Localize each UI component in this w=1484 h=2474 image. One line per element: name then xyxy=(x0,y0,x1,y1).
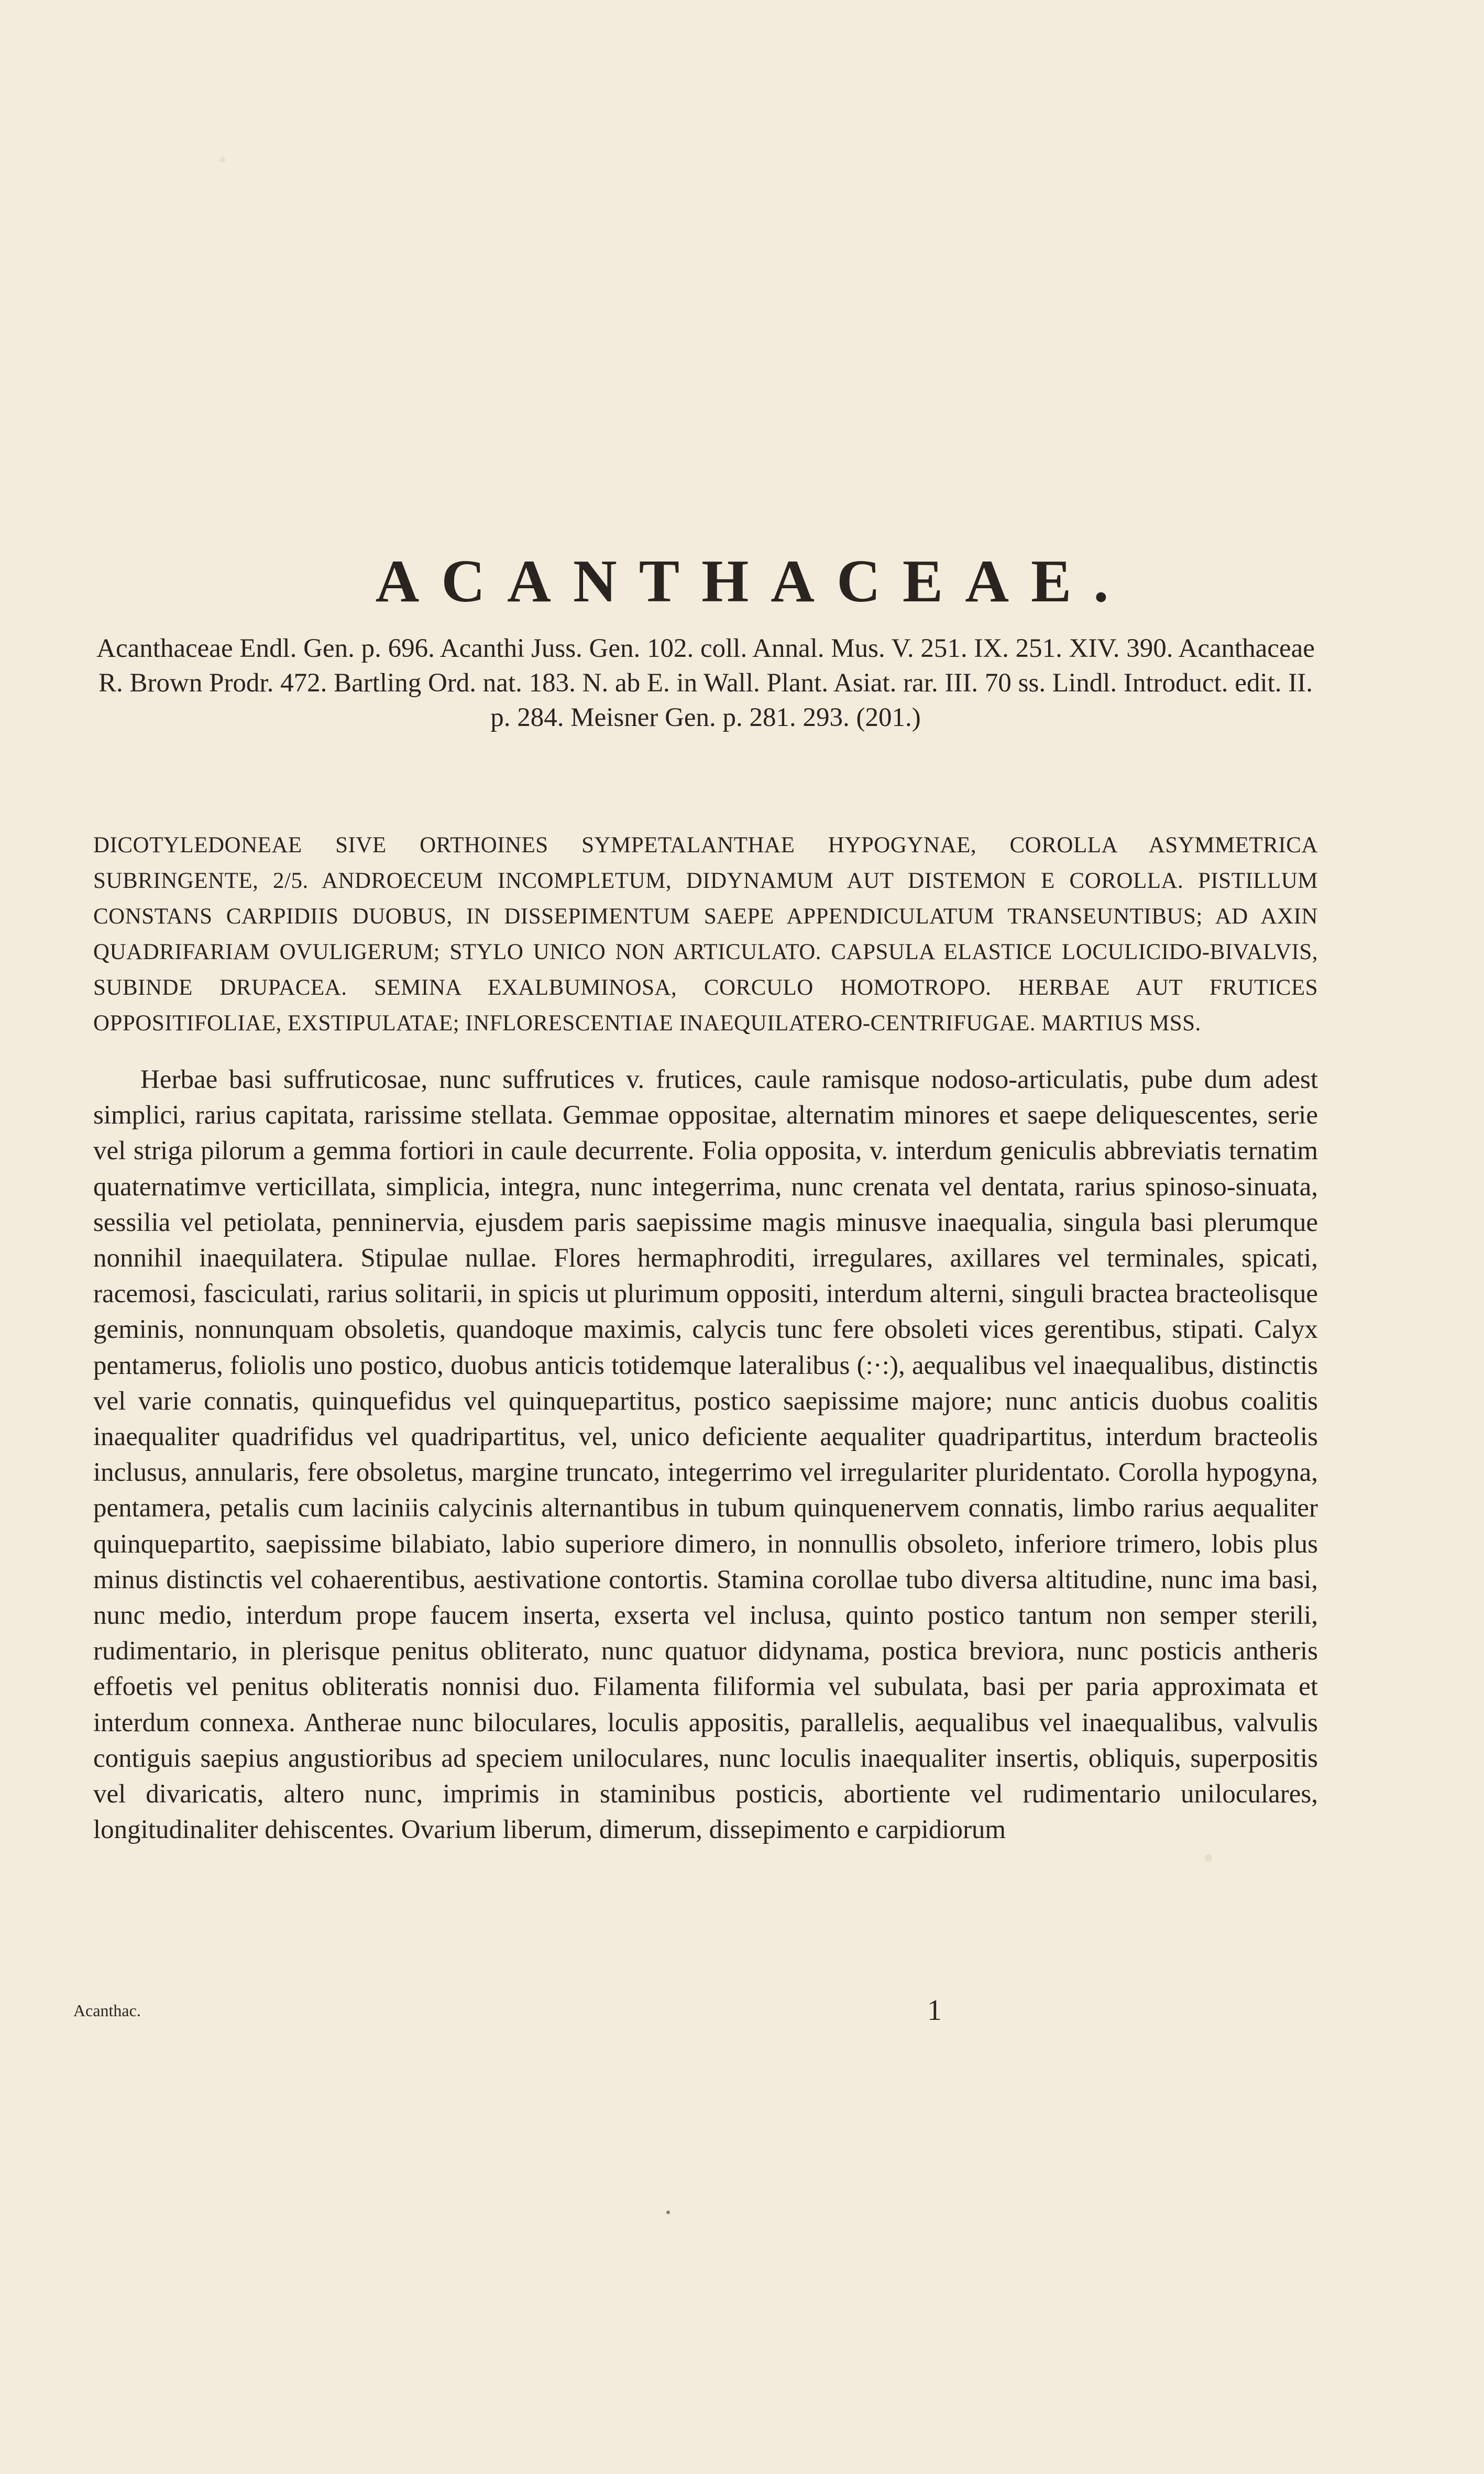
bibliography-references: Acanthaceae Endl. Gen. p. 696. Acanthi Juss. Gen. 102. coll. Annal. Mus. V. 251. IX. 251. XIV. 390. Acanthaceae R. Brown Prodr. 472. Bartling Ord. nat. 183. N. ab E. in Wall. Plant. Asiat. rar. III. 70 ss. Lindl. Introduct. edit. II. p. 284. Meisner Gen. p. 281. 293. (201.) xyxy=(96,634,1315,732)
paper-stain xyxy=(220,157,225,162)
page-title: ACANTHACEAE. xyxy=(375,548,1131,615)
family-description: Herbae basi suffruticosae, nunc suffrutices v. frutices, caule ramisque nodoso-articulatis, pube dum adest simplici, rarius capitata, rarissime stellata. Gemmae oppositae, alternatim minores et saepe deliquescentes, serie vel striga pilorum a gemma fortiori in caule decurrente. Folia opposita, v. interdum geniculis abbreviatis ternatim quaternatimve verticillata, simplicia, integra, nunc integerrima, nunc crenata vel dentata, rarius spinoso-sinuata, sessilia vel petiolata, penninervia, ejusdem paris saepissime magis minusve inaequalia, singula basi plerumque nonnihil inaequilatera. Stipulae nullae. Flores hermaphroditi, irregulares, axillares vel terminales, spicati, racemosi, fasciculati, rarius solitarii, in spicis ut plurimum oppositi, interdum alterni, singuli bractea bracteolisque geminis, nonnunquam obsoletis, quandoque maximis, calycis tunc fere obsoleti vices gerentibus, stipati. Calyx pentamerus, foliolis uno postico, duobus anticis totidemque lateralibus (:·:), aequalibus vel inaequalibus, distinctis vel varie connatis, quinquefidus vel quinquepartitus, postico saepissime majore; nunc anticis duobus coalitis inaequaliter quadrifidus vel quadripartitus, vel, unico deficiente aequaliter quadripartitus, interdum bracteolis inclusus, annularis, fere obsoletus, margine truncato, integerrimo vel irregulariter pluridentato. Corolla hypogyna, pentamera, petalis cum laciniis calycinis alternantibus in tubum quinquenervem connatis, limbo rarius aequaliter quinquepartito, saepissime bilabiato, labio superiore dimero, in nonnullis obsoleto, inferiore trimero, lobis plus minus distinctis vel cohaerentibus, aestivatione contortis. Stamina corollae tubo diversa altitudine, nunc ima basi, nunc medio, interdum prope faucem inserta, exserta vel inclusa, quinto postico tantum non semper sterili, rudimentario, in plerisque penitus obliterato, nunc quatuor didynama, postica breviora, nunc posticis antheris effoetis vel penitus obliteratis nonnisi duo. Filamenta filiformia vel subulata, basi per paria approximata et interdum connexa. Antherae nunc biloculares, loculis appositis, parallelis, aequalibus vel inaequalibus, valvulis contiguis saepius angustioribus ad speciem uniloculares, nunc loculis inaequaliter insertis, obliquis, superpositis vel divaricatis, altero nunc, imprimis in staminibus posticis, abortiente vel rudimentario uniloculares, longitudinaliter dehiscentes. Ovarium liberum, dimerum, dissepimento e carpidiorum xyxy=(93,1065,1318,1845)
page-number: 1 xyxy=(927,1994,942,2027)
paper-speck xyxy=(666,2211,670,2214)
family-character: DICOTYLEDONEAE SIVE ORTHOINES SYMPETALANTHAE HYPOGYNAE, COROLLA ASYMMETRICA SUBRINGENTE, 2/5. ANDROECEUM INCOMPLETUM, DIDYNAMUM AUT DISTEMON E COROLLA. PISTILLUM CONSTANS CARPIDIIS DUOBUS, IN DISSEPIMENTUM SAEPE APPENDICULATUM TRANSEUNTIBUS; AD AXIN QUADRIFARIAM OVULIGERUM; STYLO UNICO NON ARTICULATO. CAPSULA ELASTICE LOCULICIDO-BIVALVIS, SUBINDE DRUPACEA. SEMINA EXALBUMINOSA, CORCULO HOMOTROPO. HERBAE AUT FRUTICES OPPOSITIFOLIAE, EXSTIPULATAE; INFLORESCENTIAE INAEQUILATERO-CENTRIFUGAE. MARTIUS MSS. xyxy=(93,833,1318,1036)
paper-stain xyxy=(1205,1854,1212,1862)
signature-mark: Acanthac. xyxy=(73,2001,141,2020)
